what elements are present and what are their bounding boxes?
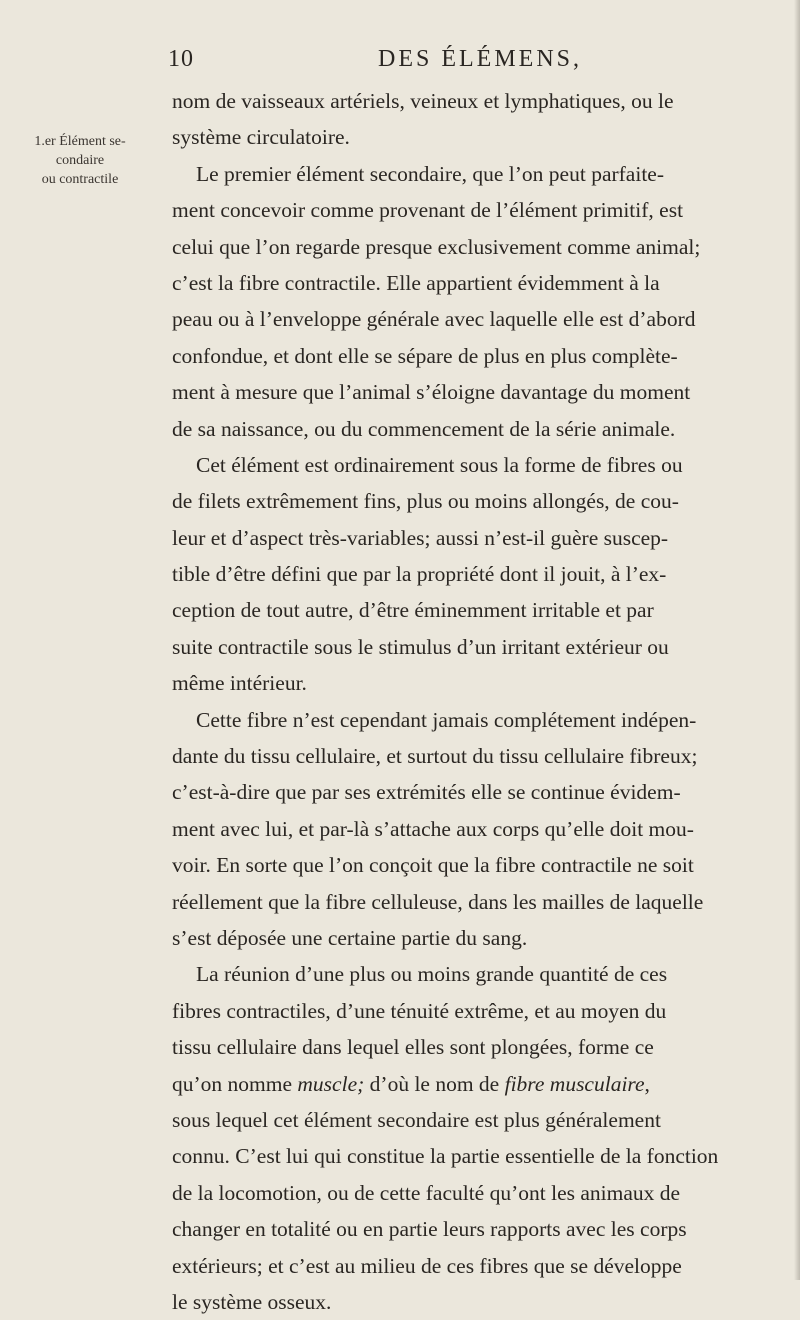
margin-note xyxy=(10,132,150,189)
text-line: sous lequel cet élément secondaire est plus généralement xyxy=(172,1107,661,1132)
text-line: dante du tissu cellulaire, et surtout du tissu cellulaire fibreux; xyxy=(172,744,698,769)
text-line: nom de vaisseaux artériels, veineux et lymphatiques, ou le xyxy=(172,89,674,113)
text-line: fibres contractiles, d’une ténuité extrême, et au moyen du xyxy=(172,998,667,1023)
text-line-muscle xyxy=(172,1066,778,1102)
text-line: de filets extrêmement fins, plus ou moins allongés, de cou- xyxy=(172,489,679,514)
text-line: s’est déposée une certaine partie du sang. xyxy=(172,925,528,950)
text-line: Cette fibre n’est cependant jamais complétement indépen- xyxy=(196,707,697,732)
term-muscle: muscle; xyxy=(297,1071,365,1096)
text-line: système circulatoire. xyxy=(172,125,350,150)
margin-note-line: ou contractile xyxy=(41,172,119,187)
text-line: ment concevoir comme provenant de l’élément primitif, est xyxy=(172,198,684,223)
text-line: Cet élément est ordinairement sous la forme de fibres ou xyxy=(196,452,683,477)
text-line: leur et d’aspect très-variables; aussi n’est-il guère suscep- xyxy=(172,525,669,550)
page-number: 10 xyxy=(168,46,194,72)
text-line: Le premier élément secondaire, que l’on peut parfaite- xyxy=(196,161,664,186)
text-line: ment avec lui, et par-là s’attache aux corps qu’elle doit mou- xyxy=(172,816,694,841)
text-fragment: d’où le nom de xyxy=(364,1071,505,1096)
text-fragment: qu’on nomme xyxy=(172,1071,298,1096)
text-line: c’est-à-dire que par ses extrémités elle se continue évidem- xyxy=(172,780,681,805)
text-line: changer en totalité ou en partie leurs rapports avec les corps xyxy=(172,1217,687,1242)
text-line: La réunion d’une plus ou moins grande quantité de ces xyxy=(196,962,668,987)
text-fragment: , xyxy=(644,1071,650,1096)
text-line: connu. C’est lui qui constitue la partie essentielle de la fonction xyxy=(172,1144,719,1169)
running-head xyxy=(168,46,588,74)
text-line: ception de tout autre, d’être éminemment irritable et par xyxy=(172,598,654,623)
text-line: réellement que la fibre celluleuse, dans les mailles de laquelle xyxy=(172,889,704,914)
text-line: ment à mesure que l’animal s’éloigne davantage du moment xyxy=(172,380,691,405)
text-line: peau ou à l’enveloppe générale avec laquelle elle est d’abord xyxy=(172,307,696,332)
text-line: suite contractile sous le stimulus d’un irritant extérieur ou xyxy=(172,634,669,659)
text-line: le système osseux. xyxy=(172,1289,332,1314)
text-line: confondue, et dont elle se sépare de plus en plus complète- xyxy=(172,343,678,368)
running-title: DES ÉLÉMENS, xyxy=(378,46,582,72)
text-line: tissu cellulaire dans lequel elles sont plongées, forme ce xyxy=(172,1035,654,1060)
text-line: de la locomotion, ou de cette faculté qu’ont les animaux de xyxy=(172,1180,681,1205)
text-line: de sa naissance, ou du commencement de la série animale. xyxy=(172,416,676,441)
term-fibre-musculaire: fibre musculaire xyxy=(504,1071,645,1096)
text-line: même intérieur. xyxy=(172,671,307,696)
text-line: c’est la fibre contractile. Elle appartient évidemment à la xyxy=(172,270,660,295)
text-line: extérieurs; et c’est au milieu de ces fibres que se développe xyxy=(172,1253,682,1278)
page-edge-shadow xyxy=(794,0,800,1280)
text-line: celui que l’on regarde presque exclusivement comme animal; xyxy=(172,234,701,259)
margin-note-line: 1.er Élément se- xyxy=(34,134,126,149)
text-line: tible d’être défini que par la propriété dont il jouit, à l’ex- xyxy=(172,562,667,587)
body-text xyxy=(172,83,778,1320)
text-line: voir. En sorte que l’on conçoit que la fibre contractile ne soit xyxy=(172,853,694,878)
margin-note-line: condaire xyxy=(55,153,105,168)
